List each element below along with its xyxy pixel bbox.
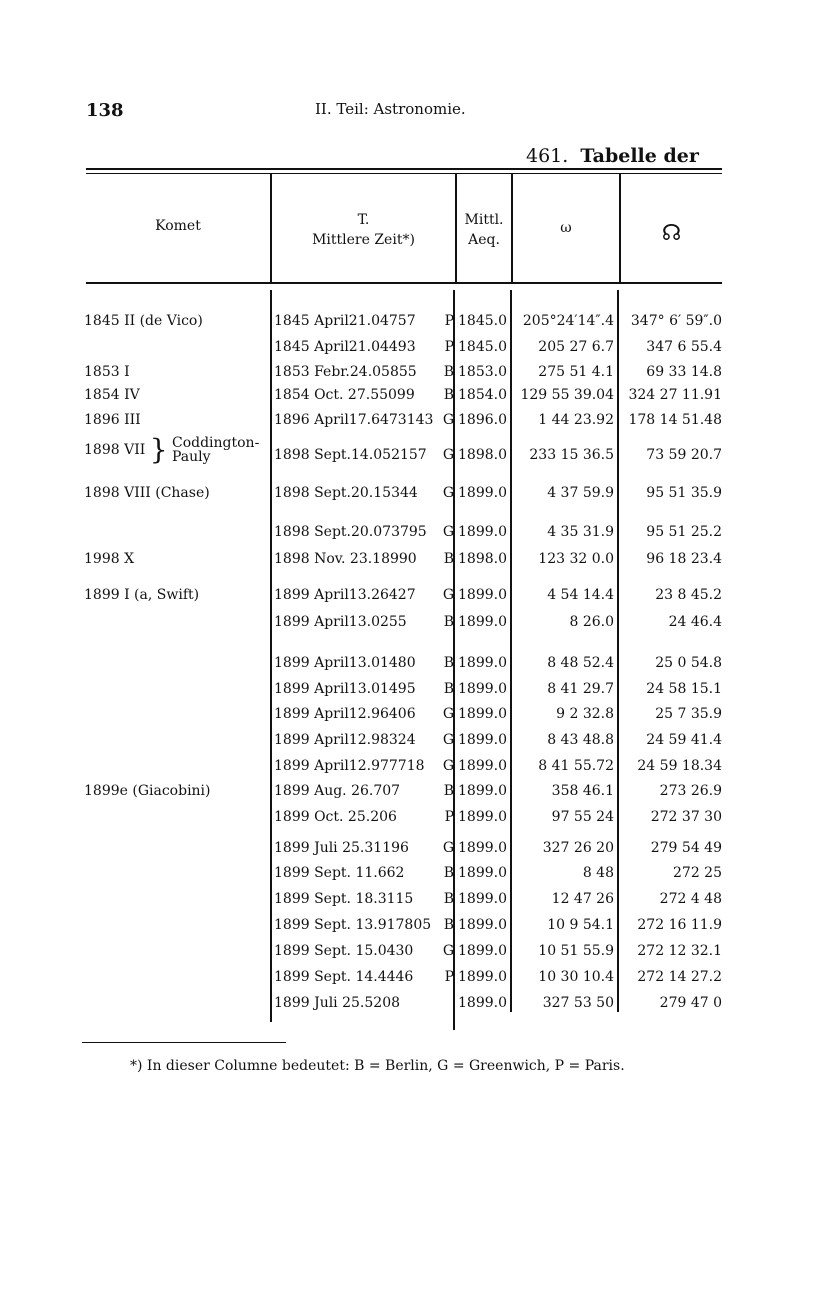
node-value: 95 51 35.9 bbox=[646, 485, 722, 501]
node-value: 24 58 15.1 bbox=[646, 681, 722, 697]
node-value: 25 7 35.9 bbox=[655, 706, 722, 722]
equinox-value: 1899.0 bbox=[458, 758, 507, 774]
omega-value: 1 44 23.92 bbox=[538, 412, 614, 428]
omega-value: 8 41 29.7 bbox=[547, 681, 614, 697]
node-value: 69 33 14.8 bbox=[646, 364, 722, 380]
observatory-flag: P bbox=[444, 339, 454, 355]
omega-value: 327 26 20 bbox=[542, 840, 614, 856]
perihelion-date: 1899 Sept. 13.917805 bbox=[274, 917, 432, 933]
perihelion-time bbox=[274, 586, 454, 604]
observatory-flag: B bbox=[443, 551, 454, 567]
perihelion-time bbox=[274, 782, 454, 800]
equinox-value: 1899.0 bbox=[458, 681, 507, 697]
perihelion-date: 1845 April21.04757 bbox=[274, 313, 416, 329]
node-value: 273 26.9 bbox=[659, 783, 722, 799]
omega-value: 8 48 52.4 bbox=[547, 655, 614, 671]
node-value: 272 16 11.9 bbox=[637, 917, 722, 933]
perihelion-date: 1899 Sept. 11.662 bbox=[274, 865, 405, 881]
perihelion-time bbox=[274, 705, 454, 723]
komet-name: 1854 IV bbox=[84, 387, 140, 403]
perihelion-time bbox=[274, 968, 454, 986]
header-aeq-line2: Aeq. bbox=[468, 232, 500, 248]
observatory-flag: G bbox=[442, 758, 454, 774]
equinox-value: 1845.0 bbox=[458, 313, 507, 329]
observatory-flag: B bbox=[443, 387, 454, 403]
node-value: 272 12 32.1 bbox=[637, 943, 722, 959]
node-value: 279 47 0 bbox=[659, 995, 722, 1011]
perihelion-date: 1896 April17.6473143 bbox=[274, 412, 434, 428]
omega-value: 205°24′14″.4 bbox=[522, 313, 614, 329]
perihelion-date: 1899 April12.977718 bbox=[274, 758, 425, 774]
body-divider-3 bbox=[510, 290, 512, 1012]
komet-name: 1853 I bbox=[84, 364, 130, 380]
equinox-value: 1896.0 bbox=[458, 412, 507, 428]
observatory-flag: B bbox=[443, 891, 454, 907]
omega-value: 8 48 bbox=[582, 865, 614, 881]
perihelion-date: 1899 Sept. 14.4446 bbox=[274, 969, 414, 985]
node-value: 25 0 54.8 bbox=[655, 655, 722, 671]
omega-value: 4 37 59.9 bbox=[547, 485, 614, 501]
komet-name: 1898 VIII (Chase) bbox=[84, 485, 210, 501]
komet-label-sub2: Pauly bbox=[171, 449, 211, 465]
header-bottom-rule bbox=[86, 282, 722, 284]
node-value: 272 25 bbox=[673, 865, 722, 881]
equinox-value: 1853.0 bbox=[458, 364, 507, 380]
observatory-flag: B bbox=[443, 655, 454, 671]
observatory-flag: G bbox=[442, 706, 454, 722]
equinox-value: 1854.0 bbox=[458, 387, 507, 403]
equinox-value: 1898.0 bbox=[458, 551, 507, 567]
observatory-flag: G bbox=[442, 587, 454, 603]
perihelion-date: 1898 Sept.14.052157 bbox=[274, 447, 427, 463]
perihelion-date: 1899 Sept. 18.3115 bbox=[274, 891, 414, 907]
node-value: 23 8 45.2 bbox=[655, 587, 722, 603]
table-top-rule bbox=[86, 168, 722, 170]
perihelion-time bbox=[274, 312, 454, 330]
omega-value: 9 2 32.8 bbox=[556, 706, 614, 722]
perihelion-time bbox=[274, 613, 454, 631]
equinox-value: 1899.0 bbox=[458, 969, 507, 985]
perihelion-time bbox=[274, 916, 454, 934]
perihelion-date: 1899 April13.01495 bbox=[274, 681, 416, 697]
omega-value: 275 51 4.1 bbox=[538, 364, 614, 380]
perihelion-time bbox=[274, 839, 454, 857]
node-value: 279 54 49 bbox=[650, 840, 722, 856]
perihelion-date: 1899 Juli 25.31196 bbox=[274, 840, 409, 856]
observatory-flag: B bbox=[443, 865, 454, 881]
observatory-flag: P bbox=[444, 809, 454, 825]
perihelion-date: 1854 Oct. 27.55099 bbox=[274, 387, 415, 403]
omega-value: 4 54 14.4 bbox=[547, 587, 614, 603]
perihelion-date: 1898 Sept.20.073795 bbox=[274, 524, 427, 540]
equinox-value: 1899.0 bbox=[458, 917, 507, 933]
komet-label-1898-vii bbox=[84, 433, 260, 466]
brace-icon: } bbox=[149, 433, 168, 466]
omega-value: 12 47 26 bbox=[551, 891, 614, 907]
omega-value: 4 35 31.9 bbox=[547, 524, 614, 540]
perihelion-time bbox=[274, 363, 454, 381]
perihelion-time bbox=[274, 550, 454, 568]
observatory-flag: B bbox=[443, 681, 454, 697]
perihelion-time bbox=[274, 386, 454, 404]
equinox-value: 1899.0 bbox=[458, 783, 507, 799]
komet-label-main: 1898 VII bbox=[84, 442, 146, 458]
observatory-flag: P bbox=[444, 313, 454, 329]
perihelion-date: 1899 Sept. 15.0430 bbox=[274, 943, 414, 959]
perihelion-time bbox=[274, 942, 454, 960]
perihelion-time bbox=[274, 808, 454, 826]
equinox-value: 1898.0 bbox=[458, 447, 507, 463]
perihelion-date: 1899 April13.01480 bbox=[274, 655, 416, 671]
node-value: 24 59 41.4 bbox=[646, 732, 722, 748]
perihelion-time bbox=[274, 757, 454, 775]
perihelion-time bbox=[274, 411, 454, 429]
komet-name: 1998 X bbox=[84, 551, 135, 567]
node-value: 24 59 18.34 bbox=[637, 758, 722, 774]
table-top-rule-thin bbox=[86, 173, 722, 174]
section-title-text: Tabelle der bbox=[580, 145, 699, 167]
observatory-flag: G bbox=[442, 524, 454, 540]
header-aeq-line1: Mittl. bbox=[464, 212, 504, 228]
node-value: 272 14 27.2 bbox=[637, 969, 722, 985]
node-value: 73 59 20.7 bbox=[646, 447, 722, 463]
observatory-flag: G bbox=[442, 447, 454, 463]
equinox-value: 1899.0 bbox=[458, 706, 507, 722]
observatory-flag: B bbox=[443, 614, 454, 630]
observatory-flag: B bbox=[443, 783, 454, 799]
perihelion-time bbox=[274, 654, 454, 672]
observatory-flag: G bbox=[442, 485, 454, 501]
section-number: 461. bbox=[526, 145, 569, 167]
komet-label-sub bbox=[172, 436, 259, 464]
perihelion-time bbox=[274, 680, 454, 698]
komet-name: 1896 III bbox=[84, 412, 141, 428]
node-value: 347° 6′ 59″.0 bbox=[630, 313, 722, 329]
perihelion-time bbox=[274, 446, 454, 464]
omega-value: 233 15 36.5 bbox=[529, 447, 614, 463]
omega-value: 358 46.1 bbox=[551, 783, 614, 799]
equinox-value: 1899.0 bbox=[458, 587, 507, 603]
header-aeq bbox=[457, 210, 511, 250]
observatory-flag: G bbox=[442, 943, 454, 959]
perihelion-time bbox=[274, 994, 454, 1012]
observatory-flag: B bbox=[443, 364, 454, 380]
omega-value: 8 26.0 bbox=[569, 614, 614, 630]
body-divider-4 bbox=[617, 290, 619, 1012]
equinox-value: 1899.0 bbox=[458, 655, 507, 671]
equinox-value: 1899.0 bbox=[458, 995, 507, 1011]
node-value: 347 6 55.4 bbox=[646, 339, 722, 355]
perihelion-time bbox=[274, 890, 454, 908]
perihelion-date: 1899 Juli 25.5208 bbox=[274, 995, 401, 1011]
perihelion-time bbox=[274, 731, 454, 749]
observatory-flag: B bbox=[443, 917, 454, 933]
node-value: 24 46.4 bbox=[668, 614, 722, 630]
perihelion-time bbox=[274, 523, 454, 541]
perihelion-date: 1899 April13.0255 bbox=[274, 614, 407, 630]
omega-value: 8 41 55.72 bbox=[538, 758, 614, 774]
equinox-value: 1899.0 bbox=[458, 865, 507, 881]
omega-value: 8 43 48.8 bbox=[547, 732, 614, 748]
perihelion-date: 1845 April21.04493 bbox=[274, 339, 416, 355]
perihelion-time bbox=[274, 484, 454, 502]
omega-value: 129 55 39.04 bbox=[520, 387, 614, 403]
observatory-flag: G bbox=[442, 412, 454, 428]
equinox-value: 1899.0 bbox=[458, 524, 507, 540]
komet-name: 1899 I (a, Swift) bbox=[84, 587, 200, 603]
omega-value: 10 30 10.4 bbox=[538, 969, 614, 985]
omega-value: 10 9 54.1 bbox=[547, 917, 614, 933]
perihelion-date: 1898 Sept.20.15344 bbox=[274, 485, 418, 501]
body-divider-1 bbox=[270, 290, 272, 1022]
equinox-value: 1899.0 bbox=[458, 840, 507, 856]
perihelion-date: 1899 April12.98324 bbox=[274, 732, 416, 748]
node-value: 95 51 25.2 bbox=[646, 524, 722, 540]
equinox-value: 1845.0 bbox=[458, 339, 507, 355]
perihelion-time bbox=[274, 338, 454, 356]
perihelion-date: 1898 Nov. 23.18990 bbox=[274, 551, 417, 567]
header-t-line1: T. bbox=[357, 212, 370, 228]
equinox-value: 1899.0 bbox=[458, 732, 507, 748]
equinox-value: 1899.0 bbox=[458, 891, 507, 907]
perihelion-date: 1899 April13.26427 bbox=[274, 587, 416, 603]
komet-name: 1845 II (de Vico) bbox=[84, 313, 203, 329]
page-number: 138 bbox=[86, 100, 124, 121]
omega-value: 327 53 50 bbox=[542, 995, 614, 1011]
equinox-value: 1899.0 bbox=[458, 614, 507, 630]
node-value: 272 37 30 bbox=[650, 809, 722, 825]
node-value: 96 18 23.4 bbox=[646, 551, 722, 567]
perihelion-date: 1899 Oct. 25.206 bbox=[274, 809, 397, 825]
omega-value: 123 32 0.0 bbox=[538, 551, 614, 567]
header-t bbox=[272, 210, 455, 250]
perihelion-date: 1899 April12.96406 bbox=[274, 706, 416, 722]
omega-value: 97 55 24 bbox=[551, 809, 614, 825]
footnote-rule bbox=[82, 1042, 286, 1043]
observatory-flag: G bbox=[442, 732, 454, 748]
node-value: 324 27 11.91 bbox=[628, 387, 722, 403]
komet-label-sub1: Coddington- bbox=[171, 435, 260, 451]
node-value: 272 4 48 bbox=[659, 891, 722, 907]
section-title bbox=[526, 145, 699, 167]
observatory-flag: P bbox=[444, 969, 454, 985]
node-value: 178 14 51.48 bbox=[628, 412, 722, 428]
equinox-value: 1899.0 bbox=[458, 943, 507, 959]
omega-value: 205 27 6.7 bbox=[538, 339, 614, 355]
perihelion-date: 1853 Febr.24.05855 bbox=[274, 364, 417, 380]
observatory-flag: G bbox=[442, 840, 454, 856]
equinox-value: 1899.0 bbox=[458, 809, 507, 825]
equinox-value: 1899.0 bbox=[458, 485, 507, 501]
perihelion-time bbox=[274, 864, 454, 882]
footnote: *) In dieser Columne bedeutet: B = Berlin, G = Greenwich, P = Paris. bbox=[130, 1058, 625, 1074]
omega-value: 10 51 55.9 bbox=[538, 943, 614, 959]
komet-name: 1899e (Giacobini) bbox=[84, 783, 211, 799]
header-komet: Komet bbox=[155, 218, 201, 234]
header-node: ☊ bbox=[661, 221, 682, 246]
header-t-line2: Mittlere Zeit*) bbox=[312, 232, 415, 248]
header-omega: ω bbox=[560, 220, 572, 236]
running-head: II. Teil: Astronomie. bbox=[315, 100, 466, 118]
perihelion-date: 1899 Aug. 26.707 bbox=[274, 783, 401, 799]
